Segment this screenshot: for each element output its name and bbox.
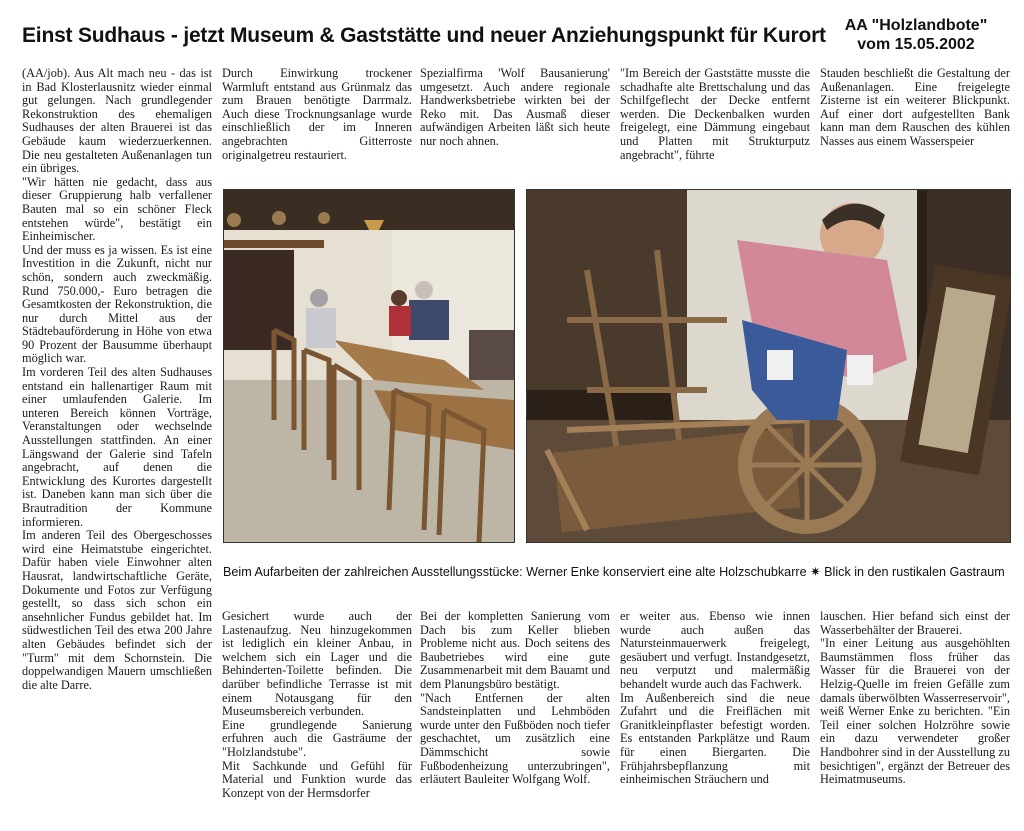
column-5-top bbox=[820, 67, 1010, 187]
source-paper: AA "Holzlandbote" bbox=[844, 17, 988, 34]
source-box bbox=[832, 16, 1000, 54]
paragraph: "Im Bereich der Gaststätte musste die schadhafte alte Brettschalung und das Schilfgeflecht der Decke entfernt werden. Die Deckenbalken wurden freigelegt, eine Dämmung eingebaut und Platten mit Strukturputz angebracht", führte bbox=[620, 67, 810, 162]
paragraph: Im vorderen Teil des alten Sudhauses entstand ein hallenartiger Raum mit einer umlaufenden Galerie. Im unteren Bereich können Vorträge, Veranstaltungen oder wechselnde Ausstellungen stattfinden. An einer Längswand der Galerie sind Tafeln angebracht, auf denen die Entwicklung des Kurortes dargestellt ist. Daneben kann man sich über die Brautradition der Kommune informieren. bbox=[22, 365, 212, 529]
column-4-bottom bbox=[620, 610, 810, 815]
column-2-top bbox=[222, 67, 412, 187]
paragraph: "Nach Entfernen der alten Sandsteinplatten und Lehmböden wurde unter den Fußböden noch tiefer geschachtet, um zusätzlich eine Dämmschicht sowie Fußbodenheizung unterzubringen", erläutert Bauleiter Wolfgang Wolf. bbox=[420, 690, 610, 787]
paragraph: "In einer Leitung aus ausgehöhlten Baumstämmen floss früher das Wasser für die Brauerei von der Helzig-Quelle im freien Gefälle zum damals überwölbten Wasserreservoir", weiß Werner Enke zu berichten. "Ein Teil einer solchen Holzröhre sowie ein dazu verwendeter großer Handbohrer sind in der Ausstellung zu besichtigen", ergänzt der Betreuer des Heimatmuseums. bbox=[820, 636, 1010, 787]
paragraph: Durch Einwirkung trockener Warmluft entstand aus Grünmalz das zum Brauen benötigte Darrmalz. Auch diese Trocknungsanlage wurde einschließlich der im Inneren angebrachten Gitterroste originalgetreu restauriert. bbox=[222, 67, 412, 162]
paragraph: Im Außenbereich sind die neue Zufahrt und die Freiflächen mit Granitkleinpflaster befestigt worden. Es entstanden Parkplätze und Raum für einen Biergarten. Die Frühjahrsbepflanzung mit einheimischen Sträuchern und bbox=[620, 690, 810, 787]
paragraph: lauschen. Hier befand sich einst der Wasserbehälter der Brauerei. bbox=[820, 610, 1010, 637]
paragraph: Bei der kompletten Sanierung vom Dach bis zum Keller blieben Probleme nicht aus. Doch seitens des Baubetriebes wird eine gute Zusammenarbeit mit dem Bauamt und dem Planungsbüro bestätigt. bbox=[420, 610, 610, 691]
photo-gastraum bbox=[223, 189, 515, 543]
caption-part-2: Blick in den rustikalen Gastraum bbox=[824, 565, 1005, 579]
paragraph: "Wir hätten nie gedacht, dass aus dieser Gruppierung halb verfallener Bauten mal so ein schöner Fleck entstehen würde", bestätigt ein Einheimischer. bbox=[22, 174, 212, 244]
paragraph: Stauden beschließt die Gestaltung der Außenanlagen. Eine freigelegte Zisterne ist ein weiterer Blickpunkt. Auf einer dort aufgestellten Bank kann man dem Rauschen des kühlen Nasses aus einem Wasserspeier bbox=[820, 67, 1010, 148]
photo-gastraum-image bbox=[224, 190, 514, 542]
column-4-top bbox=[620, 67, 810, 187]
paragraph: Und der muss es ja wissen. Es ist eine Investition in die Zukunft, nicht nur schön, sondern auch zweckmäßig. Rund 750.000,- Euro betragen die Gesamtkosten der Rekonstruktion, die nur durch Mittel aus der Städtebauförderung in Höhe von etwa 90 Prozent der Bausumme überhaupt möglich war. bbox=[22, 242, 212, 366]
paragraph: (AA/job). Aus Alt mach neu - das ist in Bad Klosterlausnitz wieder einmal gut gelungen. Nach grundlegender Rekonstruktion des ehemaligen Sudhauses der alten Brauerei ist das Gebäude kaum wiederzuerkennen. Die neu gestalteten Außenanlagen tun ein übriges. bbox=[22, 67, 212, 176]
source-date: vom 15.05.2002 bbox=[857, 36, 975, 53]
paragraph: Gesichert wurde auch der Lastenaufzug. Neu hinzugekommen ist lediglich ein kleiner Anbau, in welchem sich ein Lager und die Behinderten-Toilette befinden. Die darüber befindliche Terrasse ist mit einem Notausgang für den Museumsbereich verbunden. bbox=[222, 610, 412, 719]
column-3-bottom bbox=[420, 610, 610, 815]
column-3-top bbox=[420, 67, 610, 187]
paragraph: Mit Sachkunde und Gefühl für Material und Funktion wurde das Konzept von der Hermsdorfer bbox=[222, 758, 412, 800]
column-1 bbox=[22, 67, 212, 811]
star-icon: ✷ bbox=[810, 565, 821, 579]
paragraph: Spezialfirma 'Wolf Bausanierung' umgesetzt. Auch andere regionale Handwerksbetriebe wirkten bei der Reko mit. Das Ausmaß dieser aufwändigen Arbeiten läßt sich heute nur noch ahnen. bbox=[420, 67, 610, 148]
paragraph: Im anderen Teil des Obergeschosses wird eine Heimatstube eingerichtet. Dafür haben viele Einwohner alten Hausrat, landwirtschaftliche Geräte, Dokumente und Fotos zur Verfügung gestellt, so dass sich schon ein ansehnlicher Fundus gebildet hat. Im südwestlichen Teil des etwa 200 Jahre alten Gebäudes befindet sich der "Turm" mit dem Schornstein. Die doppelwandigen Mauern umschließen die alte Darre. bbox=[22, 528, 212, 692]
paragraph: Eine grundlegende Sanierung erfuhren auch die Gasträume der "Holzlandstube". bbox=[222, 717, 412, 759]
photo-holzschubkarre-image bbox=[527, 190, 1010, 542]
paragraph: er weiter aus. Ebenso wie innen wurde auch außen das Natursteinmauerwerk freigelegt, gesäubert und verfugt. Instandgesetzt, neu verputzt und malermäßig behandelt wurde auch das Fachwerk. bbox=[620, 610, 810, 691]
caption-part-1: Beim Aufarbeiten der zahlreichen Ausstellungsstücke: Werner Enke konserviert eine alte Holzschubkarre bbox=[223, 565, 807, 579]
photo-caption bbox=[223, 565, 1009, 580]
article-headline: Einst Sudhaus - jetzt Museum & Gaststätte und neuer Anziehungspunkt für Kurort bbox=[22, 24, 826, 47]
column-5-bottom bbox=[820, 610, 1010, 815]
photo-holzschubkarre bbox=[526, 189, 1011, 543]
column-2-bottom bbox=[222, 610, 412, 815]
